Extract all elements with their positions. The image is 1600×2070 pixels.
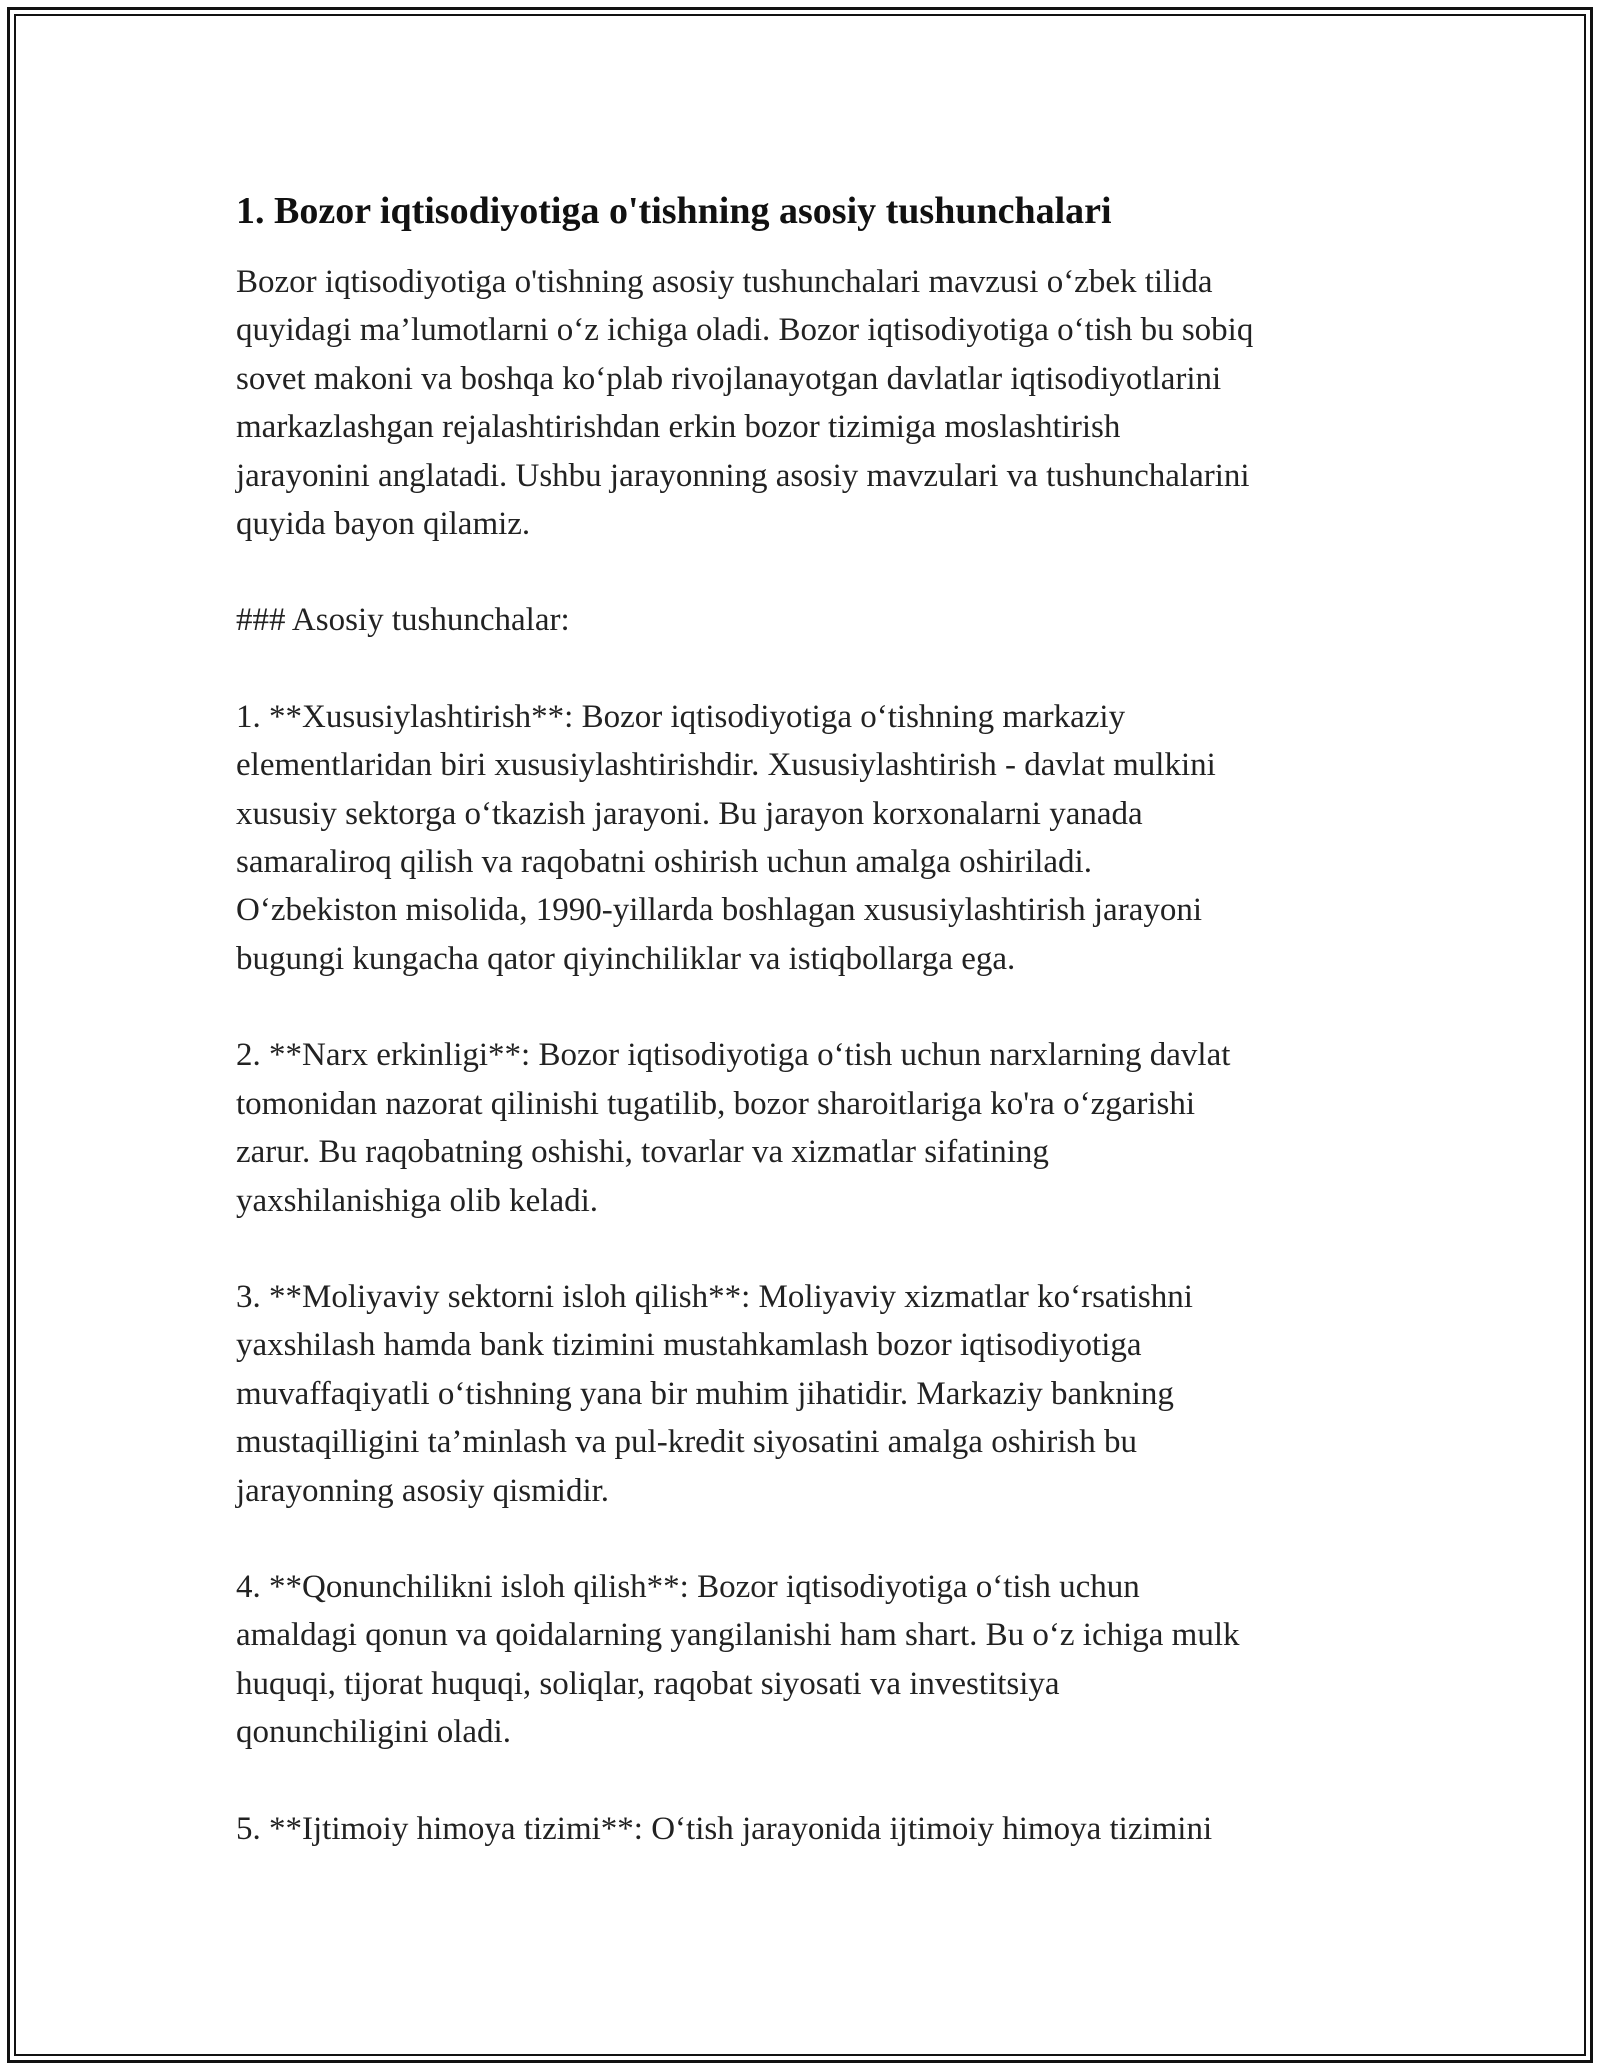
list-item-price-freedom: 2. **Narx erkinligi**: Bozor iqtisodiyotiga o‘tish uchun narxlarning davlat tomonidan nazorat qilinishi tugatilib, bozor sharoitlariga ko'ra o‘zgarishi zarur. Bu raqobatning oshishi, tovarlar va xizmatlar sifatining yaxshilanishiga olib keladi.	[236, 1037, 1231, 1219]
list-item-social-protection: 5. **Ijtimoiy himoya tizimi**: O‘tish jarayonida ijtimoiy himoya tizimini	[236, 1810, 1213, 1847]
list-item-legal-reform: 4. **Qonunchilikni isloh qilish**: Bozor iqtisodiyotiga o‘tish uchun amaldagi qonun va qoidalarning yangilanishi ham shart. Bu o‘z ichiga mulk huquqi, tijorat huquqi, soliqlar, raqobat siyosati va investitsiya qonunchiligini oladi.	[236, 1568, 1240, 1751]
document-body	[236, 186, 1386, 1901]
document-title: 1. Bozor iqtisodiyotiga o'tishning asosiy tushunchalari	[236, 190, 1112, 232]
list-item-privatization: 1. **Xususiylashtirish**: Bozor iqtisodiyotiga o‘tishning markaziy elementlaridan biri xususiylashtirishdir. Xususiylashtirish - davlat mulkini xususiy sektorga o‘tkazish jarayoni. Bu jarayon korxonalarni yanada samaraliroq qilish va raqobatni oshirish uchun amalga oshiriladi. O‘zbekiston misolida, 1990-yillarda boshlagan xususiylashtirish jarayoni bugungi kungacha qator qiyinchiliklar va istiqbollarga ega.	[236, 698, 1216, 977]
section-heading: ### Asosiy tushunchalar:	[236, 602, 570, 639]
intro-paragraph: Bozor iqtisodiyotiga o'tishning asosiy tushunchalari mavzusi o‘zbek tilida quyidagi ma’lumotlarni o‘z ichiga oladi. Bozor iqtisodiyotiga o‘tish bu sobiq sovet makoni va boshqa ko‘plab rivojlanayotgan davlatlar iqtisodiyotlarini markazlashgan rejalashtirishdan erkin bozor tizimiga moslashtirish jarayonini anglatadi. Ushbu jarayonning asosiy mavzulari va tushunchalarini quyida bayon qilamiz.	[236, 264, 1254, 543]
list-item-financial-reform: 3. **Moliyaviy sektorni isloh qilish**: Moliyaviy xizmatlar ko‘rsatishni yaxshilash hamda bank tizimini mustahkamlash bozor iqtisodiyotiga muvaffaqiyatli o‘tishning yana bir muhim jihatidir. Markaziy bankning mustaqilligini ta’minlash va pul-kredit siyosatini amalga oshirish bu jarayonning asosiy qismidir.	[236, 1278, 1193, 1509]
